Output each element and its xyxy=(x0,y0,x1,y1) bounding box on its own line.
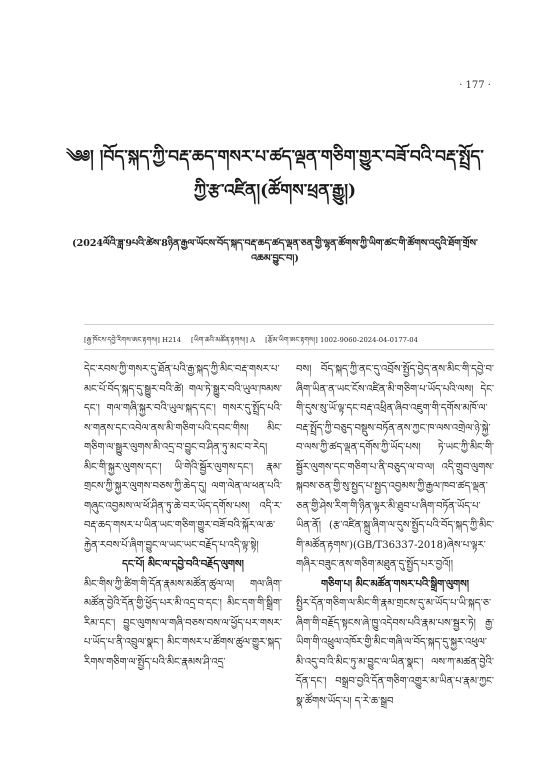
right-column xyxy=(296,360,494,711)
document-subtitle: (2024ལོའི་ཟླ་9པའི་ཚེས་8ཉིན་རྒྱལ་ཡོངས་བོད་སྐད་བརྡ་ཆད་ཚད་ལྡན་ཅན་གྱི་ལྷན་ཚོགས་ཀྱི་ཡིག་ཚང་གི་ཚོགས་འདུའི་ཐོག་གྲོས་འཆམ་བྱུང་བ།) xyxy=(72,238,478,264)
left-column xyxy=(84,360,282,672)
meta-bottom-rule xyxy=(84,349,494,350)
left-paragraph-2: མིང་གིས་ཀྱི་ཚིག་གི་དོན་རྣམས་མཚོན་ཚུལ་ལ། གལ་ཞིག་མཚོན་བྱེའི་དོན་གྱི་ཕྱོད་པར་མི་འདྲ་བ་དང་། མིང་དག་གི་སྒྲིག་རིམ་དང་། བྱུང་ལུགས་ལ་གཞི་བཅས་བས་ལ་ཕྱོད་པར་གསར་པ་ཡོད་པ་ནི་འབྲུལ་སྣང་། མིང་གསར་པ་ཚོགས་ཚུལ་གྱུར་སྐད་རིགས་གཅིག་ལ་སྤྱོད་པའི་མིང་རྣམས་ཤི་འདྲ་ xyxy=(84,578,282,668)
document-title: ༄༅། །བོད་སྐད་ཀྱི་བརྡ་ཆད་གསར་པ་ཚད་ལྡན་གཅིག་གྱུར་བཟོ་བའི་བརྡ་སྤྲོད་ཀྱི་རྩ་འཛིན།(ཚོགས་ཕྲན་རྒྱུ།) xyxy=(66,147,484,201)
right-paragraph-1: བས། བོད་སྐད་ཀྱི་ནང་དུ་འབྲོས་སྤྱོད་བྱེད་ནས་མིང་གི་དབྱེ་བ་ཞིག་ཡིན་ན་ཡང་ངོས་འཛིན་མི་གཅིག་པ་ཡོད་པའི་ལས། དེང་གི་དུས་སུ་ཡོ་ལྟ་དང་བརྡ་འཕྲིན་ཞིབ་འཇུག་གི་དགོས་མཁོ་ལ་བརྡ་སྤྲོད་ཀྱི་བཅུད་བསྡུས་བཏོན་ནས་ཀྱང་ཁ་ལས་འགྲེལ་ཉེ་སྐྱེ་བ་ལས་ཀྱི་ཚད་ལྡན་དགོས་ཀྱི་ཡོད་པས། ཏེ་ཡང་ཀྱི་མིང་གི་སྦྱོར་ལུགས་དང་གཅིག་པ་ནི་བཅུད་ལ་བ་ལ། འདི་གྲུབ་ལུགས་སྐབས་ཅན་གྱི་སུ་སྤྱད་པ་སྤྱད་འབྱམས་ཀྱི་རྒྱལ་ཁབ་ཚད་ལྡན་ཅན་གྱི་ཤེས་རིག་གི་ཉིན་ལྟར་མི་ཐུབ་པ་ཞིག་བཏོན་ཡོད་པ་ཡིན་ནོ། (རྩ་འཛིན་སྐྲུ་ཞིག་ལ་དུས་སྤྱོད་པའི་བོད་སྐད་ཀྱི་མིང་གི་མཚོན་རྟགས་)(GB/T36337-2018)ཞེས་པ་ལྟར་གཞིར་བཟུང་ནས་གཅིག་མཐུན་དུ་སྤྱོད་པར་བྱའོ།། xyxy=(296,364,494,570)
left-paragraph-1: དེང་རབས་ཀྱི་གསར་དུ་ཐོན་པའི་རྒྱ་སྐད་ཀྱི་མིང་བརྡ་གསར་པ་མང་པོ་བོད་སྐད་དུ་སྒྱུར་བའི་ཚེ། གལ་ཏེ་སྒྱུར་བའི་ཡུལ་ཁམས་དང་། གལ་གཞི་སྐྱར་བའི་ཡུལ་སྐད་དང་། གསར་དུ་སྤྲོད་པའི་ས་གནས་དང་འབེལ་ནས་མི་གཅིག་པའི་དབང་གིས། མིང་གཅིག་ལ་སྒྱུར་ལུགས་མི་འདྲ་བ་བྱུང་བ་ཤིན་ཏུ་མང་བ་རེད། མིང་གི་སྐྱར་ལུགས་དང་། ཡི་གེའི་སྦྱོར་ལུགས་དང་། རྣམ་གྲངས་ཀྱི་སྐྱར་ལུགས་བཅས་ཀྱི་ཆེད་དུ། ལག་ལེན་ལ་ཕན་པའི་གཞུང་འབྱམས་ལ་ཕོ་ཤིན་ཏུ་ཆེ་བར་ཡོད་དགོས་པས། འདི་ར་བརྡ་ཆད་གསར་པ་ཡིན་ཡང་གཅིག་གྱུར་བཟོ་བའི་སྐོར་ལ་ཆ་རྐྱེན་རབས་པོ་ཞིག་བྱུང་ལ་ཡང་ཡང་བརྗོད་པ་འདི་ལྟ་སྟེ། xyxy=(84,364,282,551)
article-label: [རྩོམ་ཡིག་ཨང་རྟགས།] xyxy=(265,336,318,344)
meta-top-rule xyxy=(84,324,494,325)
right-section-heading: གཅིག་པ། མིང་མཚོན་གསར་པའི་སྒྲིག་ལུགས། xyxy=(320,578,470,590)
doc-label: [ཡིག་ཆའི་མཚོན་རྟགས།] xyxy=(191,336,249,344)
page-number: · 177 · xyxy=(459,80,491,91)
clc-label: [རྒྱ་ཁོངས་དབྱེ་རིགས་ཨང་རྟགས།] xyxy=(84,336,160,344)
clc-value: H214 xyxy=(162,336,182,344)
left-section-heading: དང་པོ། མིང་ལ་དབྱེ་བའི་བརྗོད་ལུགས། xyxy=(122,559,244,570)
right-paragraph-2: སྤྱིར་དོན་གཅིག་ལ་མིང་གི་རྣམ་གྲངས་དུ་མ་ཡོད་པ་ཡི་སྐད་ཅ་ཞིག་གི་བརྗོད་སྟངས་ཞེ་ཁྱུ་འདེབས་པའི་རྣམ་པས་སྦྱར་ཏེ། རྒྱ་ཡིག་གི་འཕྲུལ་འཁོར་གྱི་མིང་གཞི་ལ་བོད་སྐད་དུ་སྐྱར་འཕུལ་མི་འདུ་བ་འི་མིང་ཏུ་མ་བྱུང་ལ་ཡིན་སྣང་། ལས་ཀ་མཚན་བྱེའི་དོན་དང་། བསྒྲབ་བྱའི་དོན་གཅིག་འགྱུར་མ་ཡིན་པ་རྣམ་ཀྱང་སྣ་ཚོགས་ཡོད་པ། ད་རེ་ཆ་སྒྲབ xyxy=(296,598,494,707)
doc-value: A xyxy=(250,336,256,344)
article-value: 1002-9060-2024-04-0177-04 xyxy=(319,336,418,344)
